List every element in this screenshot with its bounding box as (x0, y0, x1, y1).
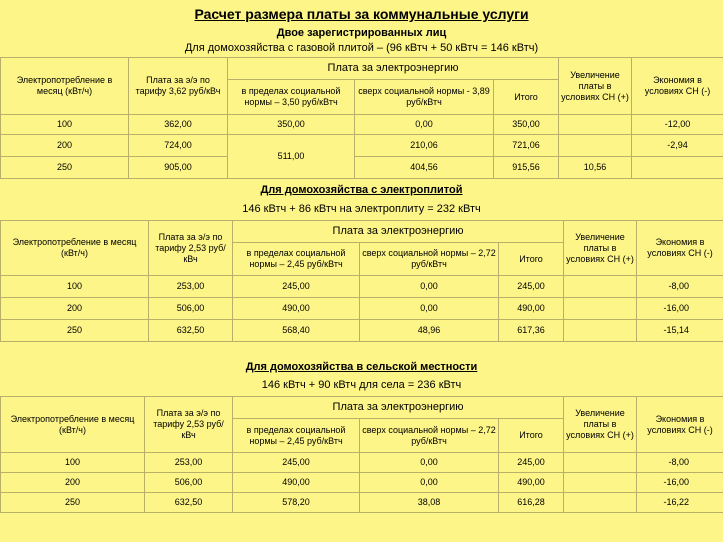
cell-within: 490,00 (233, 298, 360, 320)
header-above-norm: сверх социальной нормы – 2,72 руб/кВтч (360, 419, 499, 453)
cell-within: 245,00 (233, 453, 360, 473)
header-total: Итого (494, 80, 559, 115)
cell-consumption: 250 (1, 493, 145, 513)
cell-tariff: 362,00 (129, 115, 228, 135)
cell-savings: -8,00 (637, 276, 723, 298)
section-subtitle-electric-stove: 146 кВтч + 86 кВтч на электроплиту = 232 кВтч (242, 203, 481, 215)
cell-tariff: 632,50 (145, 493, 233, 513)
header-tariff: Плата за э/э по тарифу 2,53 руб/кВч (149, 221, 233, 276)
header-increase: Увеличение платы в условиях СН (+) (559, 58, 632, 115)
cell-increase (564, 320, 637, 342)
header-consumption: Электропотребление в месяц (кВт/ч) (1, 221, 149, 276)
cell-increase (564, 473, 637, 493)
table-row (1, 298, 723, 320)
page-title: Расчет размера платы за коммунальные услуги (194, 6, 529, 22)
cell-above: 0,00 (355, 115, 494, 135)
header-payment: Плата за электроэнергию (233, 397, 564, 419)
header-within-norm: в пределах социальной нормы – 2,45 руб/кВтч (233, 419, 360, 453)
cell-consumption: 100 (1, 276, 149, 298)
table-row (1, 453, 723, 473)
cell-total: 245,00 (499, 453, 564, 473)
header-total: Итого (499, 243, 564, 276)
section-title-text: Для домохозяйства в сельской местности (245, 361, 478, 373)
header-above-norm: сверх социальной нормы - 3,89 руб/кВтч (355, 80, 494, 115)
cell-above: 0,00 (360, 473, 499, 493)
cell-consumption: 200 (1, 473, 145, 493)
cell-increase (559, 115, 632, 135)
cell-increase (564, 276, 637, 298)
header-savings: Экономия в условиях СН (-) (632, 58, 723, 115)
table-row (1, 115, 723, 135)
cell-above: 48,96 (360, 320, 499, 342)
cell-above: 0,00 (360, 276, 499, 298)
cell-increase (564, 453, 637, 473)
cell-within: 245,00 (233, 276, 360, 298)
cell-savings: -15,14 (637, 320, 723, 342)
header-tariff: Плата за э/э по тарифу 2,53 руб/кВч (145, 397, 233, 453)
cell-tariff: 724,00 (129, 135, 228, 157)
cell-consumption: 250 (1, 157, 129, 179)
cell-increase: 10,56 (559, 157, 632, 179)
cell-tariff: 632,50 (149, 320, 233, 342)
header-increase: Увеличение платы в условиях СН (+) (564, 397, 637, 453)
table-row (1, 473, 723, 493)
cell-total: 350,00 (494, 115, 559, 135)
header-savings: Экономия в условиях СН (-) (637, 221, 723, 276)
cell-savings: -8,00 (637, 453, 723, 473)
cell-above: 0,00 (360, 453, 499, 473)
cell-tariff: 905,00 (129, 157, 228, 179)
cell-total: 915,56 (494, 157, 559, 179)
cell-increase (559, 135, 632, 157)
table-rural (0, 396, 723, 513)
cell-savings: -12,00 (632, 115, 723, 135)
header-consumption: Электропотребление в месяц (кВт/ч) (1, 397, 145, 453)
cell-total: 245,00 (499, 276, 564, 298)
header-within-norm: в пределах социальной нормы – 2,45 руб/кВтч (233, 243, 360, 276)
header-payment: Плата за электроэнергию (228, 58, 559, 80)
cell-savings: -16,00 (637, 298, 723, 320)
subtitle-residents: Двое зарегистрированных лиц (276, 27, 447, 39)
table-row (1, 493, 723, 513)
cell-consumption: 100 (1, 115, 129, 135)
table-gas-stove (0, 57, 723, 179)
cell-savings (632, 157, 723, 179)
cell-savings: -2,94 (632, 135, 723, 157)
cell-total: 617,36 (499, 320, 564, 342)
section-subtitle-rural: 146 кВтч + 90 кВтч для села = 236 кВтч (261, 379, 462, 391)
cell-consumption: 100 (1, 453, 145, 473)
cell-above: 38,08 (360, 493, 499, 513)
header-tariff: Плата за э/э по тарифу 3,62 руб/кВч (129, 58, 228, 115)
cell-within: 511,00 (228, 135, 355, 179)
cell-total: 616,28 (499, 493, 564, 513)
header-within-norm: в пределах социальной нормы – 3,50 руб/кВтч (228, 80, 355, 115)
header-above-norm: сверх социальной нормы – 2,72 руб/кВтч (360, 243, 499, 276)
cell-above: 210,06 (355, 135, 494, 157)
cell-above: 0,00 (360, 298, 499, 320)
table-row (1, 276, 723, 298)
table-row (1, 157, 723, 179)
cell-savings: -16,00 (637, 473, 723, 493)
cell-consumption: 200 (1, 135, 129, 157)
table-row (1, 320, 723, 342)
cell-increase (564, 298, 637, 320)
cell-total: 490,00 (499, 473, 564, 493)
section-title-electric-stove (0, 184, 723, 196)
header-payment: Плата за электроэнергию (233, 221, 564, 243)
section-title-rural (0, 361, 723, 373)
cell-tariff: 506,00 (149, 298, 233, 320)
subtitle-gas-stove: Для домохозяйства с газовой плитой – (96 кВтч + 50 кВтч = 146 кВтч) (184, 42, 539, 54)
cell-tariff: 506,00 (145, 473, 233, 493)
cell-consumption: 250 (1, 320, 149, 342)
cell-increase (564, 493, 637, 513)
header-increase: Увеличение платы в условиях СН (+) (564, 221, 637, 276)
table-row (1, 135, 723, 157)
table-electric-stove (0, 220, 723, 342)
cell-within: 578,20 (233, 493, 360, 513)
cell-above: 404,56 (355, 157, 494, 179)
cell-savings: -16,22 (637, 493, 723, 513)
cell-within: 350,00 (228, 115, 355, 135)
cell-consumption: 200 (1, 298, 149, 320)
cell-tariff: 253,00 (149, 276, 233, 298)
section-title-text: Для домохозяйства с электроплитой (260, 184, 463, 196)
header-savings: Экономия в условиях СН (-) (637, 397, 723, 453)
cell-total: 721,06 (494, 135, 559, 157)
cell-within: 568,40 (233, 320, 360, 342)
header-consumption: Электропотребление в месяц (кВт/ч) (1, 58, 129, 115)
cell-total: 490,00 (499, 298, 564, 320)
cell-tariff: 253,00 (145, 453, 233, 473)
cell-within: 490,00 (233, 473, 360, 493)
header-total: Итого (499, 419, 564, 453)
